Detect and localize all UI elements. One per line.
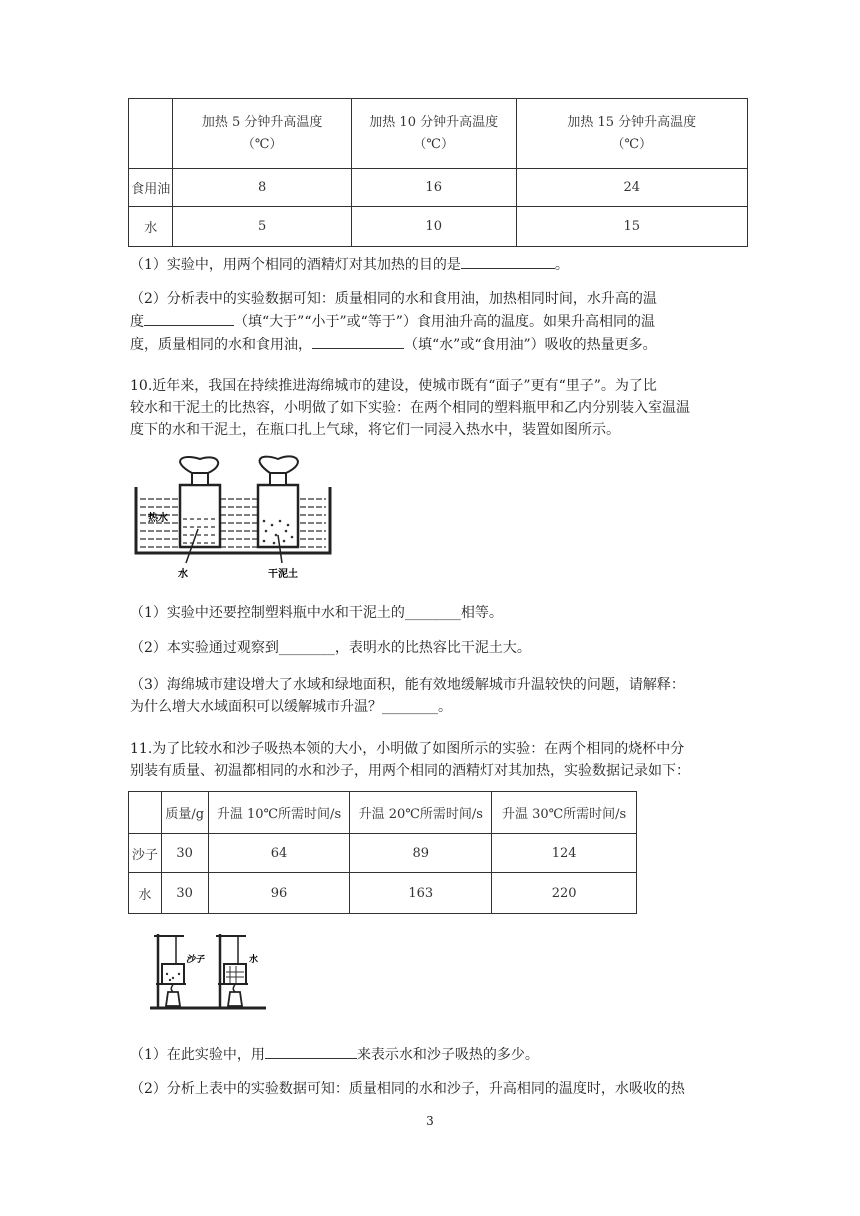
table-row bbox=[129, 873, 637, 914]
table-row bbox=[129, 169, 748, 207]
table1-header: 加热 10 分钟升高温度（℃） bbox=[351, 99, 516, 169]
q10-stem: 10.近年来，我国在持续推进海绵城市的建设，使城市既有“面子”更有“里子”。为了比 较水和干泥土的比热容，小明做了如下实验：在两个相同的塑料瓶甲和乙内分别装入室温温 度下的水和干泥土，在瓶口扎上气球，将它们一同浸入热水中，装置如图所示。 bbox=[130, 378, 690, 438]
table-cell: 220 bbox=[492, 873, 637, 914]
water-label: 水 bbox=[178, 569, 188, 580]
table1-corner bbox=[129, 99, 173, 169]
table-cell: 24 bbox=[516, 169, 747, 207]
table-cell: 水 bbox=[129, 873, 162, 914]
table-row bbox=[129, 834, 637, 873]
table-cell: 15 bbox=[516, 207, 747, 247]
table-cell: 10 bbox=[351, 207, 516, 247]
bottles-in-hot-water-figure bbox=[130, 455, 340, 583]
table-cell: 8 bbox=[173, 169, 351, 207]
table-sand-water-heating bbox=[128, 791, 637, 914]
q9-sub2: （2）分析表中的实验数据可知：质量相同的水和食用油，加热相同时间，水升高的温 度 （填“大于”“小于”或“等于”）食用油升高的温度。如果升高相同的温 度，质量相同的水和食用油， （填“水”或“食用油”）吸收的热量更多。 bbox=[130, 291, 657, 353]
table-cell: 沙子 bbox=[129, 834, 162, 873]
table2-header: 升温 10℃所需时间/s bbox=[208, 792, 350, 834]
water-label-2: 水 bbox=[249, 955, 259, 965]
table-cell: 163 bbox=[350, 873, 492, 914]
table1-header: 加热 5 分钟升高温度（℃） bbox=[173, 99, 351, 169]
sand-label: 沙子 bbox=[186, 955, 205, 965]
table-cell: 124 bbox=[492, 834, 637, 873]
page-number: 3 bbox=[426, 1114, 434, 1128]
table-cell: 30 bbox=[161, 834, 208, 873]
table1-header: 加热 15 分钟升高温度（℃） bbox=[516, 99, 747, 169]
q11-sub2: （2）分析上表中的实验数据可知：质量相同的水和沙子，升高相同的温度时，水吸收的热 bbox=[130, 1081, 685, 1097]
q10-sub2: （2）本实验通过观察到________，表明水的比热容比干泥土大。 bbox=[130, 640, 531, 656]
table-cell: 96 bbox=[208, 873, 350, 914]
table-cell: 水 bbox=[129, 207, 173, 247]
q9-sub1: （1）实验中，用两个相同的酒精灯对其加热的目的是 。 bbox=[130, 253, 734, 276]
table2-corner bbox=[129, 792, 162, 834]
hot-water-label: 热水 bbox=[148, 513, 168, 524]
q11-sub1: （1）在此实验中，用 来表示水和沙子吸热的多少。 bbox=[130, 1043, 734, 1066]
q10-sub1: （1）实验中还要控制塑料瓶中水和干泥土的________相等。 bbox=[130, 605, 503, 621]
q10-sub3: （3）海绵城市建设增大了水域和绿地面积，能有效地缓解城市升温较快的问题，请解释： 为什么增大水域面积可以缓解城市升温？________。 bbox=[130, 677, 685, 715]
table-cell: 16 bbox=[351, 169, 516, 207]
table2-header: 升温 30℃所需时间/s bbox=[492, 792, 637, 834]
table2-header: 质量/g bbox=[161, 792, 208, 834]
table-row bbox=[129, 207, 748, 247]
q11-stem: 11.为了比较水和沙子吸热本领的大小，小明做了如图所示的实验：在两个相同的烧杯中分 别装有质量、初温都相同的水和沙子，用两个相同的酒精灯对其加热，实验数据记录如下： bbox=[130, 741, 690, 779]
soil-label: 干泥土 bbox=[268, 569, 298, 580]
table-cell: 64 bbox=[208, 834, 350, 873]
sand-water-heating-figure bbox=[148, 928, 276, 1012]
table-heating-oil-water bbox=[128, 98, 748, 247]
table-cell: 5 bbox=[173, 207, 351, 247]
table-cell: 30 bbox=[161, 873, 208, 914]
table-cell: 食用油 bbox=[129, 169, 173, 207]
table-cell: 89 bbox=[350, 834, 492, 873]
table2-header: 升温 20℃所需时间/s bbox=[350, 792, 492, 834]
